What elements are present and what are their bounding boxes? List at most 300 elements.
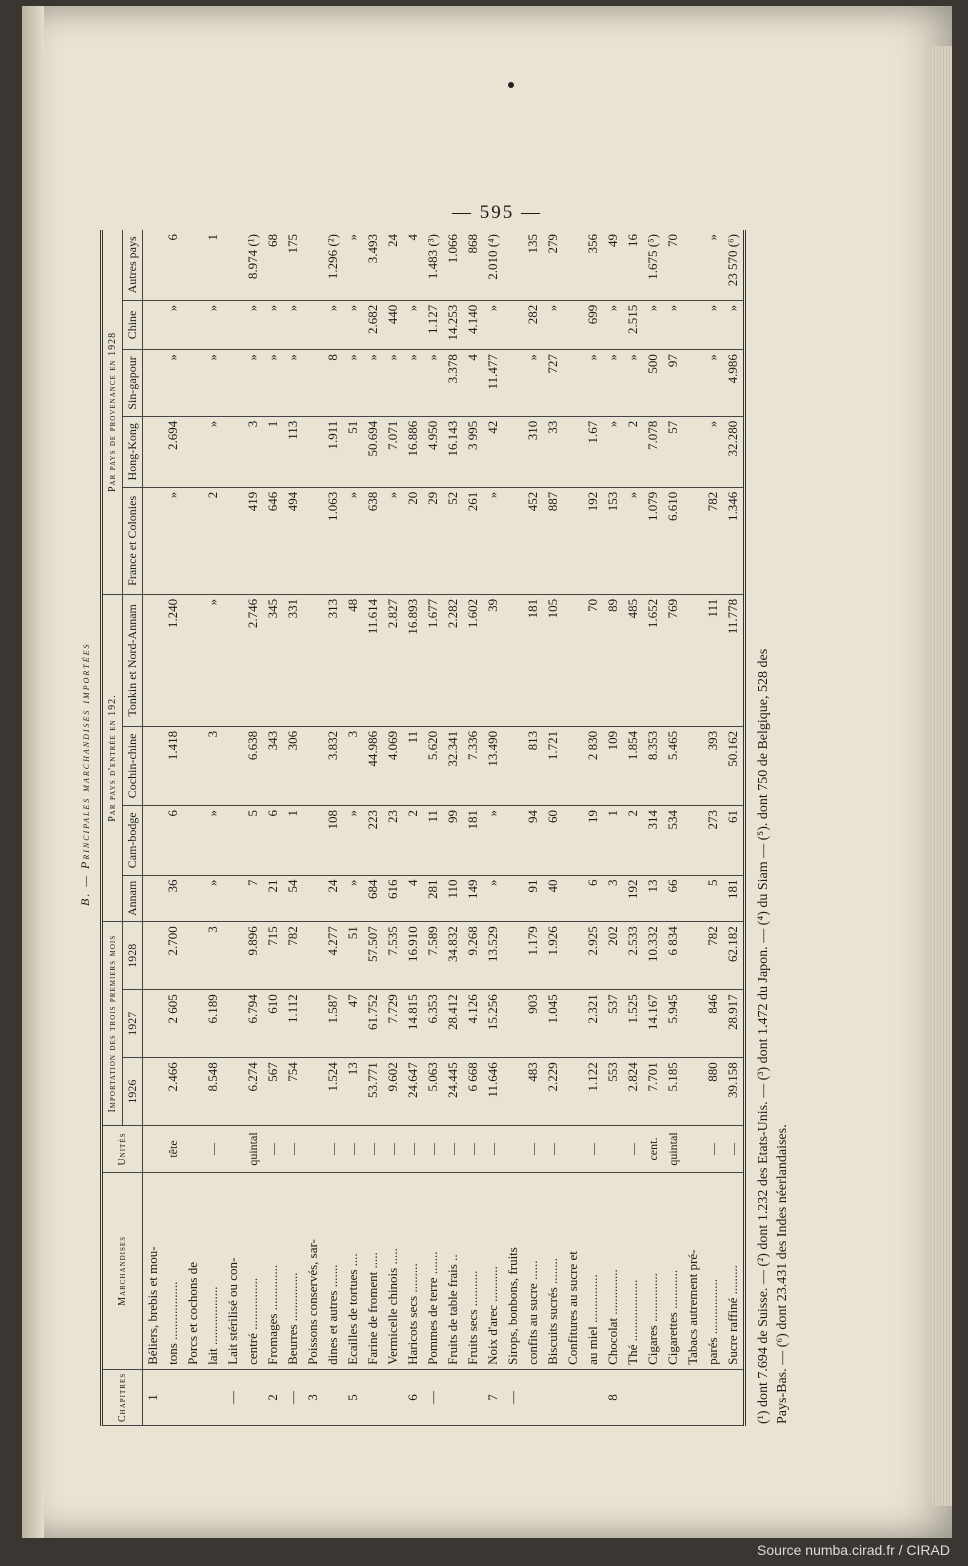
header-provenance-country: France et Colonies xyxy=(123,487,143,594)
value-cell: 135 xyxy=(523,230,543,300)
value-cell xyxy=(183,875,203,922)
value-cell: 2.533 xyxy=(623,922,643,990)
value-cell xyxy=(223,922,243,990)
value-cell: » xyxy=(163,350,183,417)
value-cell: » xyxy=(163,487,183,594)
value-cell: 16.886 xyxy=(403,416,423,487)
merchandise-cell: centré ................ xyxy=(243,1172,263,1369)
chapter-cell: — xyxy=(503,1369,523,1425)
value-cell: 108 xyxy=(323,805,343,875)
value-cell: 2.321 xyxy=(583,990,603,1058)
table-row xyxy=(323,230,343,1426)
merchandise-cell: Chocolat .............. xyxy=(603,1172,623,1369)
header-chapitres: Chapitres xyxy=(102,1369,143,1425)
value-cell: 7.078 xyxy=(643,416,663,487)
value-cell xyxy=(683,230,703,300)
value-cell: 49 xyxy=(603,230,623,300)
unit-cell: quintal xyxy=(663,1126,683,1173)
value-cell: 7.336 xyxy=(463,726,483,805)
value-cell xyxy=(303,990,323,1058)
value-cell xyxy=(183,1058,203,1126)
value-cell: 1.418 xyxy=(163,726,183,805)
header-entree-country: Annam xyxy=(123,875,143,922)
value-cell: 345 xyxy=(263,594,283,726)
chapter-cell: — xyxy=(423,1369,443,1425)
merchandise-cell: Sucre raffiné ......... xyxy=(723,1172,745,1369)
value-cell: 1.524 xyxy=(323,1058,343,1126)
table-row xyxy=(603,230,623,1426)
value-cell xyxy=(683,594,703,726)
value-cell xyxy=(183,300,203,349)
merchandise-cell: Vermicelle chinois ..... xyxy=(383,1172,403,1369)
value-cell: 534 xyxy=(663,805,683,875)
value-cell: 494 xyxy=(283,487,303,594)
value-cell: 1 xyxy=(603,805,623,875)
value-cell: 5.063 xyxy=(423,1058,443,1126)
value-cell: » xyxy=(203,300,223,349)
unit-cell xyxy=(683,1126,703,1173)
value-cell: 1.112 xyxy=(283,990,303,1058)
value-cell xyxy=(143,875,164,922)
unit-cell: — xyxy=(283,1126,303,1173)
table-row xyxy=(543,230,563,1426)
value-cell: 7.701 xyxy=(643,1058,663,1126)
value-cell xyxy=(303,416,323,487)
value-cell: 16.910 xyxy=(403,922,423,990)
value-cell: 9.268 xyxy=(463,922,483,990)
value-cell: 36 xyxy=(163,875,183,922)
value-cell: » xyxy=(703,350,723,417)
value-cell: 94 xyxy=(523,805,543,875)
merchandise-cell: confits au sucre ...... xyxy=(523,1172,543,1369)
value-cell: 23 xyxy=(383,805,403,875)
merchandise-cell: Fruits de table frais .. xyxy=(443,1172,463,1369)
value-cell: 7.071 xyxy=(383,416,403,487)
chapter-cell xyxy=(523,1369,543,1425)
value-cell: 4.277 xyxy=(323,922,343,990)
header-provenance-country: Autres pays xyxy=(123,230,143,300)
value-cell: 282 xyxy=(523,300,543,349)
merchandise-cell: tons .................. xyxy=(163,1172,183,1369)
value-cell: » xyxy=(483,300,503,349)
chapter-cell xyxy=(543,1369,563,1425)
value-cell: 419 xyxy=(243,487,263,594)
value-cell xyxy=(503,230,523,300)
value-cell xyxy=(223,805,243,875)
value-cell: 70 xyxy=(663,230,683,300)
chapter-cell xyxy=(623,1369,643,1425)
value-cell xyxy=(143,594,164,726)
value-cell xyxy=(683,922,703,990)
merchandise-cell: Confitures au sucre et xyxy=(563,1172,583,1369)
chapter-cell xyxy=(663,1369,683,1425)
value-cell: » xyxy=(343,875,363,922)
chapter-cell xyxy=(463,1369,483,1425)
table-body xyxy=(143,230,745,1426)
value-cell: 868 xyxy=(463,230,483,300)
chapter-cell: 2 xyxy=(263,1369,283,1425)
value-cell xyxy=(223,1058,243,1126)
unit-cell xyxy=(303,1126,323,1173)
value-cell: 846 xyxy=(703,990,723,1058)
value-cell: 13 xyxy=(643,875,663,922)
chapter-cell: 3 xyxy=(303,1369,323,1425)
footnotes xyxy=(754,264,792,1424)
chapter-cell: 8 xyxy=(603,1369,623,1425)
value-cell: 15.256 xyxy=(483,990,503,1058)
value-cell xyxy=(183,594,203,726)
value-cell: » xyxy=(483,875,503,922)
value-cell xyxy=(503,416,523,487)
value-cell: 110 xyxy=(443,875,463,922)
unit-cell: — xyxy=(263,1126,283,1173)
unit-cell xyxy=(503,1126,523,1173)
value-cell: 57.507 xyxy=(363,922,383,990)
page-number: — 595 — xyxy=(452,202,542,223)
merchandise-cell: Lait stérilisé ou con- xyxy=(223,1172,243,1369)
table-row xyxy=(523,230,543,1426)
value-cell: » xyxy=(383,487,403,594)
merchandise-cell: lait .................. xyxy=(203,1172,223,1369)
value-cell: 8.353 xyxy=(643,726,663,805)
value-cell: » xyxy=(263,300,283,349)
value-cell xyxy=(503,805,523,875)
value-cell: 5.620 xyxy=(423,726,443,805)
value-cell: 1.346 xyxy=(723,487,745,594)
value-cell: 4.950 xyxy=(423,416,443,487)
value-cell: 1.675 (⁵) xyxy=(643,230,663,300)
value-cell: » xyxy=(283,350,303,417)
value-cell: 6.794 xyxy=(243,990,263,1058)
header-importation-group: Importation des trois premiers mois xyxy=(102,922,123,1126)
merchandise-cell: Beurres ............... xyxy=(283,1172,303,1369)
value-cell: 782 xyxy=(703,922,723,990)
value-cell: 1.483 (³) xyxy=(423,230,443,300)
value-cell: 553 xyxy=(603,1058,623,1126)
value-cell xyxy=(563,990,583,1058)
value-cell: 181 xyxy=(723,875,745,922)
merchandise-cell: Thé ................... xyxy=(623,1172,643,1369)
unit-cell: — xyxy=(203,1126,223,1173)
table-row xyxy=(683,230,703,1426)
value-cell xyxy=(563,300,583,349)
value-cell: 11.646 xyxy=(483,1058,503,1126)
merchandise-cell: Fromages .............. xyxy=(263,1172,283,1369)
value-cell: 2.694 xyxy=(163,416,183,487)
value-cell: 4.140 xyxy=(463,300,483,349)
value-cell: 2.925 xyxy=(583,922,603,990)
value-cell: 105 xyxy=(543,594,563,726)
value-cell: 313 xyxy=(323,594,343,726)
value-cell: 192 xyxy=(623,875,643,922)
value-cell: 6 xyxy=(583,875,603,922)
value-cell: 1.045 xyxy=(543,990,563,1058)
unit-cell xyxy=(143,1126,164,1173)
header-entree-country: Tonkin et Nord-Annam xyxy=(123,594,143,726)
value-cell xyxy=(303,300,323,349)
value-cell: 14.253 xyxy=(443,300,463,349)
value-cell: 66 xyxy=(663,875,683,922)
value-cell: 28.412 xyxy=(443,990,463,1058)
chapter-cell xyxy=(703,1369,723,1425)
value-cell: 47 xyxy=(343,990,363,1058)
chapter-cell: 6 xyxy=(403,1369,423,1425)
value-cell xyxy=(143,230,164,300)
value-cell xyxy=(503,922,523,990)
value-cell: » xyxy=(203,875,223,922)
value-cell: 273 xyxy=(703,805,723,875)
chapter-cell: — xyxy=(283,1369,303,1425)
value-cell: 1.926 xyxy=(543,922,563,990)
value-cell: 61.752 xyxy=(363,990,383,1058)
value-cell: 310 xyxy=(523,416,543,487)
value-cell xyxy=(503,726,523,805)
value-cell: 2.700 xyxy=(163,922,183,990)
unit-cell: — xyxy=(583,1126,603,1173)
table-row xyxy=(703,230,723,1426)
value-cell: 14.167 xyxy=(643,990,663,1058)
chapter-cell: — xyxy=(223,1369,243,1425)
value-cell xyxy=(563,230,583,300)
value-cell: 440 xyxy=(383,300,403,349)
value-cell xyxy=(143,487,164,594)
value-cell: 28.917 xyxy=(723,990,745,1058)
value-cell: 8.974 (¹) xyxy=(243,230,263,300)
chapter-cell xyxy=(643,1369,663,1425)
value-cell xyxy=(683,1058,703,1126)
chapter-cell xyxy=(443,1369,463,1425)
value-cell: » xyxy=(343,300,363,349)
value-cell: 6.274 xyxy=(243,1058,263,1126)
value-cell: 2 830 xyxy=(583,726,603,805)
value-cell: » xyxy=(603,350,623,417)
value-cell: 32.280 xyxy=(723,416,745,487)
value-cell: 7.729 xyxy=(383,990,403,1058)
value-cell: » xyxy=(483,805,503,875)
value-cell xyxy=(563,805,583,875)
value-cell: 111 xyxy=(703,594,723,726)
value-cell: 2.682 xyxy=(363,300,383,349)
unit-cell: — xyxy=(543,1126,563,1173)
value-cell: 356 xyxy=(583,230,603,300)
value-cell xyxy=(303,230,323,300)
value-cell: 54 xyxy=(283,875,303,922)
value-cell: » xyxy=(703,300,723,349)
value-cell: 48 xyxy=(343,594,363,726)
value-cell: 42 xyxy=(483,416,503,487)
value-cell xyxy=(683,990,703,1058)
value-cell: 2.515 xyxy=(623,300,643,349)
value-cell: » xyxy=(603,300,623,349)
value-cell: 8 xyxy=(323,350,343,417)
value-cell: 3 xyxy=(203,726,223,805)
value-cell: 89 xyxy=(603,594,623,726)
value-cell xyxy=(503,875,523,922)
value-cell: 181 xyxy=(463,805,483,875)
value-cell: 2.466 xyxy=(163,1058,183,1126)
merchandise-cell: Poissons conservés, sar- xyxy=(303,1172,323,1369)
value-cell: 39 xyxy=(483,594,503,726)
value-cell: » xyxy=(203,350,223,417)
unit-cell: tête xyxy=(163,1126,183,1173)
value-cell xyxy=(143,300,164,349)
value-cell: 699 xyxy=(583,300,603,349)
value-cell: » xyxy=(343,350,363,417)
value-cell xyxy=(503,350,523,417)
value-cell xyxy=(683,350,703,417)
value-cell: 279 xyxy=(543,230,563,300)
value-cell: 51 xyxy=(343,922,363,990)
value-cell xyxy=(303,726,323,805)
value-cell: 4 xyxy=(403,230,423,300)
value-cell: 880 xyxy=(703,1058,723,1126)
value-cell: 638 xyxy=(363,487,383,594)
value-cell: » xyxy=(163,300,183,349)
value-cell: » xyxy=(323,300,343,349)
value-cell: 50.694 xyxy=(363,416,383,487)
value-cell xyxy=(223,416,243,487)
value-cell: » xyxy=(263,350,283,417)
value-cell: 6 834 xyxy=(663,922,683,990)
value-cell: 70 xyxy=(583,594,603,726)
value-cell xyxy=(503,1058,523,1126)
value-cell: 8.548 xyxy=(203,1058,223,1126)
value-cell: 1.677 xyxy=(423,594,443,726)
value-cell: 5 xyxy=(703,875,723,922)
merchandise-cell: Fruits secs ........... xyxy=(463,1172,483,1369)
value-cell: 754 xyxy=(283,1058,303,1126)
unit-cell: — xyxy=(523,1126,543,1173)
value-cell: 343 xyxy=(263,726,283,805)
table-row xyxy=(183,230,203,1426)
value-cell xyxy=(143,726,164,805)
merchandise-cell: Cigarettes ............ xyxy=(663,1172,683,1369)
value-cell: 39.158 xyxy=(723,1058,745,1126)
unit-cell xyxy=(603,1126,623,1173)
value-cell: 3 995 xyxy=(463,416,483,487)
chapter-cell xyxy=(363,1369,383,1425)
unit-cell: — xyxy=(383,1126,403,1173)
table-row xyxy=(443,230,463,1426)
value-cell xyxy=(223,350,243,417)
value-cell: 727 xyxy=(543,350,563,417)
value-cell xyxy=(303,487,323,594)
value-cell: 113 xyxy=(283,416,303,487)
value-cell: 1.525 xyxy=(623,990,643,1058)
value-cell: » xyxy=(403,300,423,349)
value-cell: 24.445 xyxy=(443,1058,463,1126)
table-row xyxy=(483,230,503,1426)
merchandise-cell: Tabacs autrement pré- xyxy=(683,1172,703,1369)
value-cell: 24 xyxy=(383,230,403,300)
footnote-line: (¹) dont 7.694 de Suisse. — (²) dont 1.232 des Etats-Unis. — (³) dont 1.472 du Japon. — (⁴) du Siam — (⁵). dont 750 de Belgique, 528 des xyxy=(756,648,771,1424)
value-cell: 3.378 xyxy=(443,350,463,417)
value-cell: 2.282 xyxy=(443,594,463,726)
chapter-cell xyxy=(383,1369,403,1425)
value-cell: 4.069 xyxy=(383,726,403,805)
value-cell: 4 xyxy=(403,875,423,922)
value-cell xyxy=(563,487,583,594)
chapter-cell xyxy=(183,1369,203,1425)
value-cell: » xyxy=(283,300,303,349)
value-cell: 10.332 xyxy=(643,922,663,990)
value-cell xyxy=(183,990,203,1058)
value-cell: » xyxy=(203,805,223,875)
value-cell: 1.854 xyxy=(623,726,643,805)
header-row-groups xyxy=(102,230,123,1426)
value-cell: 16 xyxy=(623,230,643,300)
value-cell: 3 xyxy=(243,416,263,487)
value-cell: 2 xyxy=(203,487,223,594)
unit-cell: cent. xyxy=(643,1126,663,1173)
value-cell: 1.296 (²) xyxy=(323,230,343,300)
table-row xyxy=(283,230,303,1426)
value-cell: 4 xyxy=(463,350,483,417)
value-cell: 16.893 xyxy=(403,594,423,726)
value-cell xyxy=(143,350,164,417)
value-cell: 6.189 xyxy=(203,990,223,1058)
unit-cell xyxy=(183,1126,203,1173)
value-cell: 7.589 xyxy=(423,922,443,990)
value-cell xyxy=(503,594,523,726)
value-cell: 181 xyxy=(523,594,543,726)
header-marchandises: Marchandises xyxy=(102,1172,143,1369)
value-cell: » xyxy=(663,300,683,349)
value-cell xyxy=(223,594,243,726)
value-cell: » xyxy=(343,805,363,875)
value-cell: 813 xyxy=(523,726,543,805)
value-cell: 11 xyxy=(423,805,443,875)
value-cell: » xyxy=(703,230,723,300)
value-cell: 3.832 xyxy=(323,726,343,805)
value-cell: » xyxy=(403,350,423,417)
merchandise-cell: Sirops, bonbons, fruits xyxy=(503,1172,523,1369)
value-cell xyxy=(683,416,703,487)
value-cell: 202 xyxy=(603,922,623,990)
rotated-content xyxy=(100,224,916,1432)
value-cell: 5 xyxy=(243,805,263,875)
footnote-line: Pays-Bas. — (⁶) dont 23.431 des Indes néerlandaises. xyxy=(775,1124,790,1424)
chapter-cell xyxy=(683,1369,703,1425)
value-cell xyxy=(563,594,583,726)
unit-cell: — xyxy=(323,1126,343,1173)
header-year: 1926 xyxy=(123,1058,143,1126)
value-cell: 40 xyxy=(543,875,563,922)
value-cell xyxy=(223,875,243,922)
value-cell: » xyxy=(343,230,363,300)
page-gutter xyxy=(22,6,44,1538)
chapter-cell xyxy=(323,1369,343,1425)
value-cell xyxy=(683,487,703,594)
value-cell: 14.815 xyxy=(403,990,423,1058)
merchandise-cell: Cigares ............... xyxy=(643,1172,663,1369)
value-cell: 29 xyxy=(423,487,443,594)
value-cell: 887 xyxy=(543,487,563,594)
value-cell: 6.610 xyxy=(663,487,683,594)
value-cell: 684 xyxy=(363,875,383,922)
value-cell: 6 xyxy=(163,805,183,875)
header-provenance-country: Chine xyxy=(123,300,143,349)
value-cell: 13.490 xyxy=(483,726,503,805)
header-year: 1928 xyxy=(123,922,143,990)
value-cell: 567 xyxy=(263,1058,283,1126)
value-cell: 782 xyxy=(283,922,303,990)
table-row xyxy=(163,230,183,1426)
value-cell: 4.126 xyxy=(463,990,483,1058)
table-row xyxy=(663,230,683,1426)
merchandise-cell: Ecailles de tortues .... xyxy=(343,1172,363,1369)
header-provenance-group: Par pays de provenance en 1928 xyxy=(102,230,123,594)
